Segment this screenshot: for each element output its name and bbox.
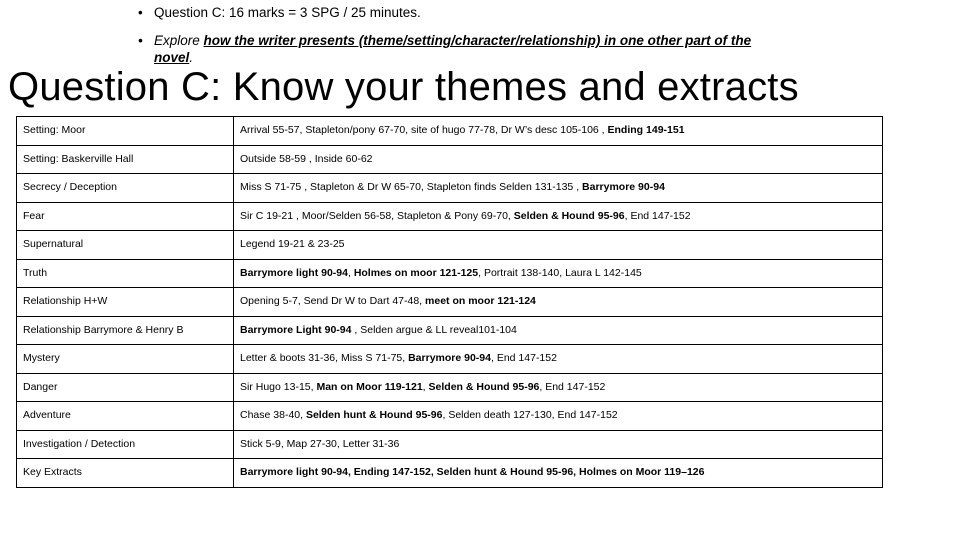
extracts-cell (234, 145, 883, 174)
bullet-dot: • (138, 5, 143, 20)
theme-cell: Danger (17, 373, 234, 402)
table-row (17, 259, 883, 288)
bullet-explore-text (154, 32, 788, 66)
theme-cell: Key Extracts (17, 459, 234, 488)
extract-text: meet on moor 121-124 (425, 295, 536, 308)
theme-cell: Fear (17, 202, 234, 231)
themes-table-body (17, 117, 883, 488)
extract-text: Sir Hugo 13-15, (240, 380, 317, 393)
extracts-cell (234, 117, 883, 146)
extract-text: Selden hunt & Hound 95-96 (305, 409, 443, 422)
bullet-explore (138, 32, 788, 66)
extracts-cell (234, 373, 883, 402)
extracts-cell (234, 459, 883, 488)
bullet-dot: • (138, 33, 143, 48)
extract-text: Barrymore light 90-94 (240, 266, 348, 279)
table-row (17, 345, 883, 374)
extract-text: Sir C 19-21 , Moor/Selden 56-58, Stapleton & Pony 69-70, (240, 209, 514, 222)
theme-cell: Adventure (17, 402, 234, 431)
extract-text: Man on Moor 119-121 (316, 380, 423, 393)
extract-text: Selden & Hound 95-96 (428, 380, 540, 393)
extracts-cell (234, 345, 883, 374)
theme-cell: Relationship Barrymore & Henry B (17, 316, 234, 345)
extracts-cell (234, 288, 883, 317)
extracts-cell (234, 430, 883, 459)
table-row (17, 402, 883, 431)
extracts-cell (234, 202, 883, 231)
extract-text: Opening 5-7, Send Dr W to Dart 47-48, (240, 295, 426, 308)
table-row (17, 117, 883, 146)
extract-text: Chase 38-40, (240, 409, 306, 422)
extracts-cell (234, 316, 883, 345)
theme-cell: Setting: Baskerville Hall (17, 145, 234, 174)
theme-cell: Truth (17, 259, 234, 288)
extract-text: Letter & boots 31-36, Miss S 71-75, (240, 352, 409, 365)
table-row (17, 373, 883, 402)
bullet-explore-pre: Explore (154, 33, 204, 48)
table-row (17, 202, 883, 231)
extract-text: , Selden argue & LL reveal101-104 (351, 323, 517, 336)
theme-cell: Secrecy / Deception (17, 174, 234, 203)
page-title: Question C: Know your themes and extracts (8, 65, 799, 109)
theme-cell: Mystery (17, 345, 234, 374)
table-row (17, 316, 883, 345)
extract-text: , Selden death 127-130, End 147-152 (442, 409, 618, 422)
table-row (17, 430, 883, 459)
theme-cell: Setting: Moor (17, 117, 234, 146)
extracts-cell (234, 402, 883, 431)
extract-text: , Portrait 138-140, Laura L 142-145 (478, 266, 642, 279)
extract-text: , End 147-152 (624, 209, 691, 222)
extract-text: Legend 19-21 & 23-25 (240, 238, 345, 251)
extract-text: , (422, 380, 429, 393)
extracts-cell (234, 231, 883, 260)
table-row (17, 231, 883, 260)
table-row (17, 174, 883, 203)
theme-cell: Relationship H+W (17, 288, 234, 317)
theme-cell: Supernatural (17, 231, 234, 260)
extracts-cell (234, 174, 883, 203)
extract-text: Holmes on moor 121-125 (353, 266, 479, 279)
theme-cell: Investigation / Detection (17, 430, 234, 459)
table-row (17, 288, 883, 317)
extract-text: , (347, 266, 354, 279)
extract-text: Miss S 71-75 , Stapleton & Dr W 65-70, Stapleton finds Selden 131-135 , (240, 181, 583, 194)
bullet-marks-text: Question C: 16 marks = 3 SPG / 25 minutes. (154, 5, 421, 20)
bullet-explore-underlined: how the writer presents (theme/setting/character/relationship) in one other part of the novel (154, 33, 752, 65)
bullet-marks (138, 4, 421, 21)
extract-text: , End 147-152 (539, 380, 606, 393)
extract-text: Barrymore Light 90-94 (240, 323, 352, 336)
extract-text: Arrival 55-57, Stapleton/pony 67-70, site of hugo 77-78, Dr W’s desc 105-106 , (240, 124, 608, 137)
extract-text: Barrymore 90-94 (582, 181, 665, 194)
bullet-explore-post: . (189, 50, 194, 65)
extract-text: Barrymore light 90-94, Ending 147-152, Selden hunt & Hound 95-96, Holmes on Moor 119–126 (240, 466, 705, 479)
themes-table-container (16, 116, 883, 488)
table-row (17, 459, 883, 488)
extract-text: Selden & Hound 95-96 (513, 209, 625, 222)
table-row (17, 145, 883, 174)
themes-table (16, 116, 883, 488)
extract-text: Barrymore 90-94 (408, 352, 491, 365)
extract-text: , End 147-152 (490, 352, 557, 365)
extract-text: Stick 5-9, Map 27-30, Letter 31-36 (240, 437, 400, 450)
extract-text: Ending 149-151 (607, 124, 685, 137)
extracts-cell (234, 259, 883, 288)
extract-text: Outside 58-59 , Inside 60-62 (240, 152, 373, 165)
